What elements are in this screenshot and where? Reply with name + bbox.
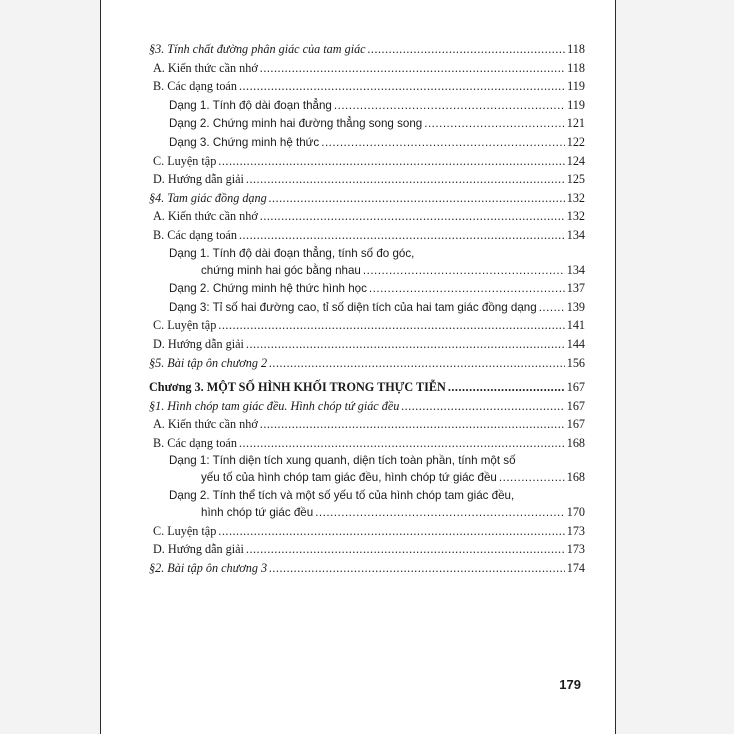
- toc-entry: [149, 337, 585, 356]
- toc-entry-page: 121: [566, 116, 585, 131]
- toc-entry-title: A. Kiến thức cần nhớ: [153, 60, 258, 75]
- toc-entry-title: B. Các dạng toán: [153, 435, 237, 450]
- toc-entry-title: C. Luyện tập: [153, 318, 217, 333]
- toc-entry-title: hình chóp tứ giác đều: [201, 506, 314, 520]
- toc-entry: [149, 489, 585, 505]
- toc-entry-page: 156: [566, 355, 585, 370]
- table-of-contents: [149, 42, 585, 579]
- toc-entry-page: 174: [566, 560, 585, 575]
- toc-entry: [149, 228, 585, 247]
- toc-entry-page: 141: [566, 318, 585, 333]
- toc-entry: [149, 263, 585, 282]
- toc-entry-title: C. Luyện tập: [153, 523, 217, 538]
- dot-leader: [424, 117, 564, 130]
- toc-entry-title: C. Luyện tập: [153, 153, 217, 168]
- toc-entry: [149, 209, 585, 228]
- toc-entry-page: 134: [566, 227, 585, 242]
- toc-entry: [149, 300, 585, 319]
- dot-leader: [334, 99, 565, 112]
- toc-entry-page: 118: [567, 42, 585, 56]
- toc-entry-page: 173: [566, 523, 585, 538]
- dot-leader: [269, 561, 565, 576]
- toc-entry-page: 167: [566, 417, 585, 432]
- toc-entry: [149, 417, 585, 436]
- toc-entry-page: 119: [567, 79, 585, 94]
- dot-leader: [269, 356, 565, 371]
- toc-entry: [149, 42, 585, 61]
- dot-leader: [218, 318, 564, 333]
- toc-entry-page: 119: [567, 97, 585, 112]
- dot-leader: [246, 337, 565, 352]
- dot-leader: [401, 399, 564, 414]
- toc-entry-page: 170: [566, 505, 585, 520]
- toc-entry-page: 132: [566, 190, 585, 205]
- toc-entry-title: Dạng 1: Tính diện tích xung quanh, diện tích toàn phần, tính một số: [169, 454, 516, 468]
- toc-entry-title: chứng minh hai góc bằng nhau: [201, 263, 361, 277]
- toc-entry: [149, 380, 585, 399]
- toc-entry: [149, 154, 585, 173]
- toc-entry: [149, 561, 585, 580]
- dot-leader: [246, 172, 565, 187]
- toc-entry-title: Dạng 1. Tính độ dài đoạn thẳng, tính số đo góc,: [169, 246, 415, 260]
- toc-entry: [149, 79, 585, 98]
- page-number: 179: [559, 677, 581, 692]
- toc-entry: [149, 172, 585, 191]
- toc-entry-title: Chương 3. MỘT SỐ HÌNH KHỐI TRONG THỰC TIỄN: [149, 380, 446, 395]
- toc-entry-title: Dạng 2. Tính thể tích và một số yếu tố của hình chóp tam giác đều,: [169, 489, 515, 503]
- toc-entry: [149, 98, 585, 117]
- toc-entry-title: §4. Tam giác đồng dạng: [149, 190, 267, 205]
- toc-entry-page: 132: [566, 209, 585, 224]
- dot-leader: [260, 417, 565, 432]
- dot-leader: [239, 228, 565, 243]
- dot-leader: [315, 506, 565, 519]
- dot-leader: [218, 154, 564, 169]
- toc-entry: [149, 247, 585, 263]
- toc-entry-page: 144: [566, 336, 585, 351]
- toc-entry-title: A. Kiến thức cần nhớ: [153, 209, 258, 224]
- dot-leader: [363, 264, 565, 277]
- toc-entry-title: Dạng 2. Chứng minh hệ thức hình học: [169, 282, 367, 296]
- book-page: [100, 0, 616, 734]
- dot-leader: [260, 209, 565, 224]
- toc-entry-title: §5. Bài tập ôn chương 2: [149, 355, 268, 370]
- toc-entry: [149, 524, 585, 543]
- dot-leader: [368, 42, 566, 57]
- toc-entry: [149, 356, 585, 375]
- toc-entry: [149, 399, 585, 418]
- toc-entry-title: §1. Hình chóp tam giác đều. Hình chóp tứ giác đều: [149, 398, 400, 413]
- toc-entry-title: D. Hướng dẫn giải: [153, 336, 244, 351]
- toc-entry-title: A. Kiến thức cần nhớ: [153, 417, 258, 432]
- toc-entry-title: yếu tố của hình chóp tam giác đều, hình chóp tứ giác đều: [201, 471, 497, 485]
- toc-entry: [149, 454, 585, 470]
- toc-entry: [149, 61, 585, 80]
- toc-entry-title: §3. Tính chất đường phân giác của tam giác: [149, 42, 366, 56]
- toc-entry: [149, 470, 585, 489]
- toc-entry-page: 124: [566, 153, 585, 168]
- toc-entry: [149, 318, 585, 337]
- toc-entry-page: 134: [566, 262, 585, 277]
- dot-leader: [369, 282, 565, 295]
- toc-entry-page: 137: [566, 281, 585, 296]
- toc-entry: [149, 191, 585, 210]
- toc-entry-title: §2. Bài tập ôn chương 3: [149, 560, 268, 575]
- toc-entry-title: D. Hướng dẫn giải: [153, 172, 244, 187]
- toc-entry-title: D. Hướng dẫn giải: [153, 542, 244, 557]
- toc-entry-page: 168: [566, 470, 585, 485]
- toc-entry-page: 139: [566, 299, 585, 314]
- toc-entry: [149, 505, 585, 524]
- toc-entry-title: B. Các dạng toán: [153, 227, 237, 242]
- toc-entry-title: Dạng 3. Chứng minh hệ thức: [169, 135, 320, 149]
- dot-leader: [239, 436, 565, 451]
- dot-leader: [539, 301, 565, 314]
- toc-entry: [149, 436, 585, 455]
- dot-leader: [246, 542, 565, 557]
- toc-entry-page: 168: [566, 435, 585, 450]
- dot-leader: [260, 61, 565, 76]
- toc-entry-page: 118: [567, 60, 585, 75]
- toc-entry-page: 125: [566, 172, 585, 187]
- dot-leader: [218, 524, 564, 539]
- toc-entry-title: Dạng 3: Tỉ số hai đường cao, tỉ số diện tích của hai tam giác đồng dạng: [169, 300, 537, 314]
- toc-entry: [149, 116, 585, 135]
- toc-entry: [149, 135, 585, 154]
- dot-leader: [448, 380, 565, 395]
- dot-leader: [239, 79, 565, 94]
- toc-entry-page: 167: [566, 380, 585, 395]
- toc-entry-title: B. Các dạng toán: [153, 79, 237, 94]
- dot-leader: [499, 471, 565, 484]
- toc-entry-page: 167: [566, 398, 585, 413]
- toc-entry-title: Dạng 1. Tính độ dài đoạn thẳng: [169, 98, 332, 112]
- toc-entry-page: 122: [566, 134, 585, 149]
- toc-entry-title: Dạng 2. Chứng minh hai đường thẳng song song: [169, 117, 423, 131]
- toc-entry: [149, 281, 585, 300]
- toc-entry-page: 173: [566, 542, 585, 557]
- toc-entry: [149, 542, 585, 561]
- dot-leader: [269, 191, 565, 206]
- dot-leader: [321, 136, 564, 149]
